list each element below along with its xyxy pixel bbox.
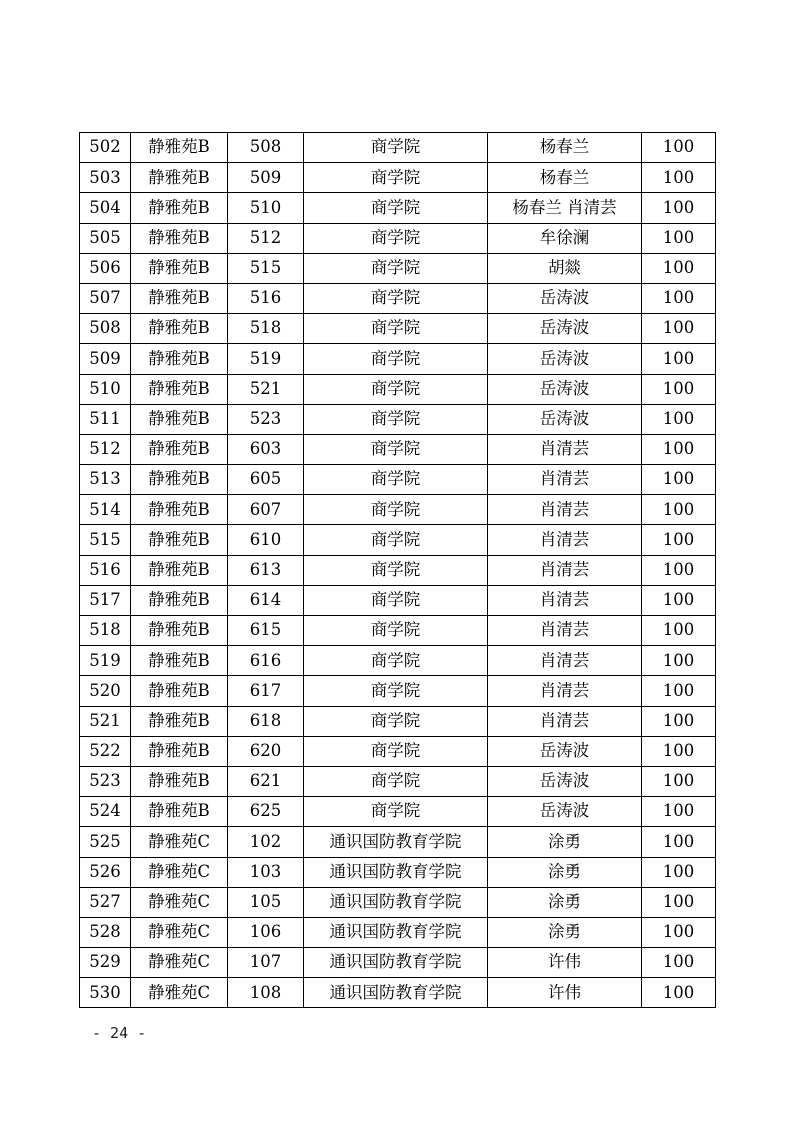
building-cell: 静雅苑C [131,978,228,1008]
counselor-cell: 肖清芸 [488,495,642,525]
counselor-cell: 肖清芸 [488,465,642,495]
counselor-cell: 许伟 [488,948,642,978]
table-row [80,223,716,253]
counselor-cell: 涂勇 [488,827,642,857]
score-cell: 100 [642,706,716,736]
building-cell: 静雅苑B [131,193,228,223]
room-cell: 607 [228,495,304,525]
serial-cell: 513 [80,465,131,495]
serial-cell: 509 [80,344,131,374]
room-cell: 625 [228,797,304,827]
room-cell: 510 [228,193,304,223]
serial-cell: 530 [80,978,131,1008]
room-cell: 621 [228,766,304,796]
table-row [80,857,716,887]
score-cell: 100 [642,616,716,646]
room-cell: 102 [228,827,304,857]
building-cell: 静雅苑B [131,283,228,313]
score-cell: 100 [642,465,716,495]
college-cell: 商学院 [304,253,488,283]
serial-cell: 514 [80,495,131,525]
score-cell: 100 [642,163,716,193]
building-cell: 静雅苑B [131,495,228,525]
serial-cell: 505 [80,223,131,253]
building-cell: 静雅苑B [131,434,228,464]
score-cell: 100 [642,978,716,1008]
counselor-cell: 牟徐澜 [488,223,642,253]
table-row [80,978,716,1008]
counselor-cell: 肖清芸 [488,525,642,555]
building-cell: 静雅苑B [131,676,228,706]
serial-cell: 507 [80,283,131,313]
college-cell: 商学院 [304,766,488,796]
room-cell: 519 [228,344,304,374]
table-row [80,283,716,313]
counselor-cell: 肖清芸 [488,585,642,615]
serial-cell: 502 [80,133,131,163]
college-cell: 商学院 [304,736,488,766]
serial-cell: 503 [80,163,131,193]
counselor-cell: 岳涛波 [488,766,642,796]
counselor-cell: 肖清芸 [488,646,642,676]
table-row [80,646,716,676]
college-cell: 商学院 [304,646,488,676]
counselor-cell: 肖清芸 [488,555,642,585]
table-row [80,827,716,857]
college-cell: 通识国防教育学院 [304,857,488,887]
score-cell: 100 [642,555,716,585]
building-cell: 静雅苑B [131,706,228,736]
score-cell: 100 [642,253,716,283]
counselor-cell: 岳涛波 [488,283,642,313]
college-cell: 通识国防教育学院 [304,887,488,917]
college-cell: 商学院 [304,465,488,495]
college-cell: 通识国防教育学院 [304,978,488,1008]
table-row [80,344,716,374]
counselor-cell: 岳涛波 [488,314,642,344]
room-cell: 603 [228,434,304,464]
table-row [80,736,716,766]
table-row [80,706,716,736]
building-cell: 静雅苑B [131,766,228,796]
serial-cell: 519 [80,646,131,676]
college-cell: 商学院 [304,495,488,525]
room-cell: 103 [228,857,304,887]
score-cell: 100 [642,495,716,525]
table-row [80,314,716,344]
building-cell: 静雅苑B [131,585,228,615]
score-cell: 100 [642,434,716,464]
table-row [80,525,716,555]
table-row [80,193,716,223]
table-row [80,948,716,978]
score-cell: 100 [642,525,716,555]
counselor-cell: 肖清芸 [488,434,642,464]
building-cell: 静雅苑B [131,404,228,434]
room-cell: 108 [228,978,304,1008]
building-cell: 静雅苑B [131,525,228,555]
serial-cell: 524 [80,797,131,827]
building-cell: 静雅苑B [131,253,228,283]
serial-cell: 523 [80,766,131,796]
table-row [80,616,716,646]
serial-cell: 511 [80,404,131,434]
table-row [80,887,716,917]
counselor-cell: 岳涛波 [488,736,642,766]
college-cell: 商学院 [304,133,488,163]
table-row [80,555,716,585]
counselor-cell: 许伟 [488,978,642,1008]
serial-cell: 525 [80,827,131,857]
score-cell: 100 [642,857,716,887]
college-cell: 通识国防教育学院 [304,827,488,857]
building-cell: 静雅苑B [131,646,228,676]
room-cell: 521 [228,374,304,404]
counselor-cell: 杨春兰 [488,163,642,193]
college-cell: 商学院 [304,434,488,464]
building-cell: 静雅苑B [131,616,228,646]
table-row [80,917,716,947]
serial-cell: 522 [80,736,131,766]
score-cell: 100 [642,344,716,374]
college-cell: 通识国防教育学院 [304,948,488,978]
room-cell: 616 [228,646,304,676]
counselor-cell: 杨春兰 [488,133,642,163]
counselor-cell: 杨春兰 肖清芸 [488,193,642,223]
dormitory-score-table [79,132,716,1008]
score-cell: 100 [642,887,716,917]
room-cell: 617 [228,676,304,706]
score-cell: 100 [642,133,716,163]
building-cell: 静雅苑C [131,857,228,887]
serial-cell: 520 [80,676,131,706]
college-cell: 商学院 [304,193,488,223]
college-cell: 商学院 [304,314,488,344]
table-row [80,766,716,796]
college-cell: 通识国防教育学院 [304,917,488,947]
serial-cell: 527 [80,887,131,917]
college-cell: 商学院 [304,374,488,404]
score-cell: 100 [642,766,716,796]
college-cell: 商学院 [304,706,488,736]
score-cell: 100 [642,193,716,223]
serial-cell: 510 [80,374,131,404]
counselor-cell: 涂勇 [488,917,642,947]
score-cell: 100 [642,374,716,404]
counselor-cell: 肖清芸 [488,706,642,736]
room-cell: 605 [228,465,304,495]
score-cell: 100 [642,736,716,766]
table-row [80,797,716,827]
counselor-cell: 涂勇 [488,887,642,917]
building-cell: 静雅苑B [131,133,228,163]
table-row [80,585,716,615]
room-cell: 613 [228,555,304,585]
counselor-cell: 岳涛波 [488,404,642,434]
table-row [80,676,716,706]
score-cell: 100 [642,948,716,978]
score-cell: 100 [642,223,716,253]
building-cell: 静雅苑B [131,344,228,374]
college-cell: 商学院 [304,404,488,434]
table-row [80,163,716,193]
college-cell: 商学院 [304,797,488,827]
serial-cell: 517 [80,585,131,615]
counselor-cell: 岳涛波 [488,344,642,374]
serial-cell: 515 [80,525,131,555]
score-cell: 100 [642,676,716,706]
college-cell: 商学院 [304,344,488,374]
page-number: - 24 - [92,1024,147,1042]
building-cell: 静雅苑B [131,163,228,193]
counselor-cell: 岳涛波 [488,374,642,404]
room-cell: 515 [228,253,304,283]
college-cell: 商学院 [304,525,488,555]
college-cell: 商学院 [304,585,488,615]
counselor-cell: 胡燚 [488,253,642,283]
room-cell: 610 [228,525,304,555]
room-cell: 107 [228,948,304,978]
score-cell: 100 [642,314,716,344]
score-cell: 100 [642,585,716,615]
room-cell: 614 [228,585,304,615]
building-cell: 静雅苑B [131,223,228,253]
college-cell: 商学院 [304,616,488,646]
room-cell: 518 [228,314,304,344]
score-cell: 100 [642,797,716,827]
building-cell: 静雅苑B [131,374,228,404]
room-cell: 523 [228,404,304,434]
room-cell: 105 [228,887,304,917]
room-cell: 509 [228,163,304,193]
table-row [80,374,716,404]
college-cell: 商学院 [304,163,488,193]
serial-cell: 528 [80,917,131,947]
score-cell: 100 [642,283,716,313]
serial-cell: 508 [80,314,131,344]
table-row [80,465,716,495]
college-cell: 商学院 [304,676,488,706]
building-cell: 静雅苑B [131,736,228,766]
building-cell: 静雅苑C [131,948,228,978]
counselor-cell: 肖清芸 [488,616,642,646]
serial-cell: 518 [80,616,131,646]
table-row [80,253,716,283]
table-row [80,434,716,464]
room-cell: 512 [228,223,304,253]
score-cell: 100 [642,404,716,434]
building-cell: 静雅苑C [131,827,228,857]
table-row [80,404,716,434]
serial-cell: 504 [80,193,131,223]
table-row [80,495,716,525]
score-cell: 100 [642,917,716,947]
building-cell: 静雅苑B [131,465,228,495]
room-cell: 516 [228,283,304,313]
serial-cell: 512 [80,434,131,464]
building-cell: 静雅苑C [131,887,228,917]
room-cell: 620 [228,736,304,766]
counselor-cell: 涂勇 [488,857,642,887]
room-cell: 618 [228,706,304,736]
building-cell: 静雅苑B [131,555,228,585]
table-body [80,133,716,1008]
serial-cell: 529 [80,948,131,978]
room-cell: 615 [228,616,304,646]
college-cell: 商学院 [304,283,488,313]
counselor-cell: 岳涛波 [488,797,642,827]
score-cell: 100 [642,827,716,857]
score-cell: 100 [642,646,716,676]
building-cell: 静雅苑C [131,917,228,947]
room-cell: 106 [228,917,304,947]
serial-cell: 526 [80,857,131,887]
building-cell: 静雅苑B [131,314,228,344]
college-cell: 商学院 [304,223,488,253]
building-cell: 静雅苑B [131,797,228,827]
college-cell: 商学院 [304,555,488,585]
room-cell: 508 [228,133,304,163]
counselor-cell: 肖清芸 [488,676,642,706]
serial-cell: 516 [80,555,131,585]
serial-cell: 506 [80,253,131,283]
serial-cell: 521 [80,706,131,736]
table-row [80,133,716,163]
